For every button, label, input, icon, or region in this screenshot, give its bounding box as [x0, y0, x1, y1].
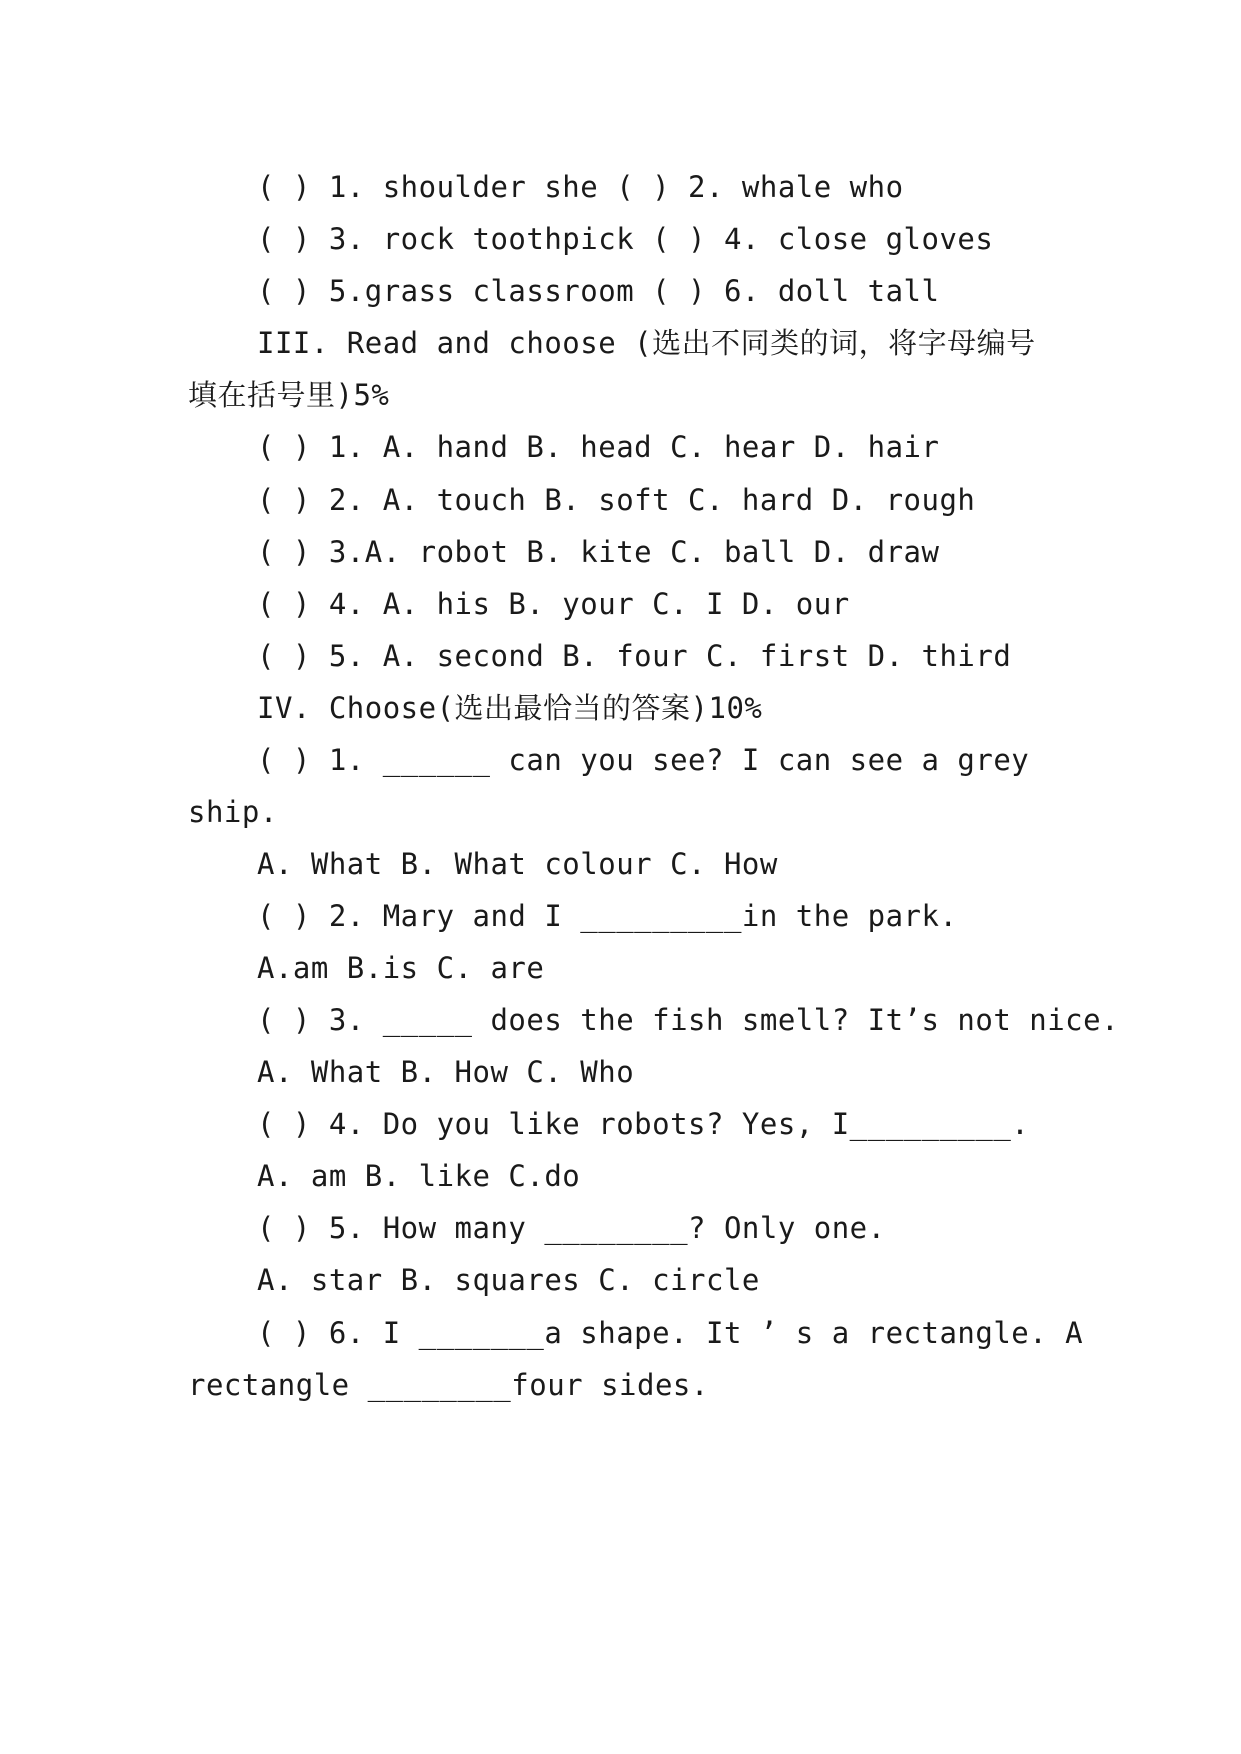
section-iv-question-1-cont: ship.	[188, 795, 278, 829]
section-iv-question-2: ( ) 2. Mary and I _________in the park.	[257, 899, 958, 933]
section-ii-item-3-4: ( ) 3. rock toothpick ( ) 4. close gloves	[257, 222, 994, 256]
section-iv-question-1: ( ) 1. ______ can you see? I can see a grey	[257, 743, 1030, 777]
section-iii-question-5: ( ) 5. A. second B. four C. first D. third	[257, 639, 1012, 673]
section-iii-question-3: ( ) 3.A. robot B. kite C. ball D. draw	[257, 535, 940, 569]
section-iv-heading: IV. Choose(选出最恰当的答案)10%	[257, 691, 763, 725]
section-iii-question-2: ( ) 2. A. touch B. soft C. hard D. rough	[257, 483, 976, 517]
section-iii-question-1: ( ) 1. A. hand B. head C. hear D. hair	[257, 430, 940, 464]
section-iv-question-1-options: A. What B. What colour C. How	[257, 847, 778, 881]
section-iv-question-4-options: A. am B. like C.do	[257, 1159, 581, 1193]
section-iii-heading-cont: 填在括号里)5%	[188, 378, 390, 412]
section-iii-heading-text: III. Read and choose (选出不同类的词，将字母编号	[257, 326, 1036, 360]
section-iv-question-4: ( ) 4. Do you like robots? Yes, I_________.	[257, 1107, 1030, 1141]
section-iv-question-3: ( ) 3. _____ does the fish smell? It’s not nice.	[257, 1003, 1120, 1037]
section-ii-item-5-6: ( ) 5.grass classroom ( ) 6. doll tall	[257, 274, 940, 308]
section-iii-question-4: ( ) 4. A. his B. your C. I D. our	[257, 587, 850, 621]
section-iv-question-5: ( ) 5. How many ________? Only one.	[257, 1211, 886, 1245]
section-iv-question-6-cont: rectangle ________four sides.	[188, 1368, 709, 1402]
section-iv-question-5-options: A. star B. squares C. circle	[257, 1263, 760, 1297]
section-ii-item-1-2: ( ) 1. shoulder she ( ) 2. whale who	[257, 170, 904, 204]
section-iv-question-2-options: A.am B.is C. are	[257, 951, 545, 985]
section-iv-question-6: ( ) 6. I _______a shape. It ’ s a rectangle. A	[257, 1316, 1084, 1350]
section-iv-question-3-options: A. What B. How C. Who	[257, 1055, 635, 1089]
section-iii-heading	[257, 323, 1049, 363]
